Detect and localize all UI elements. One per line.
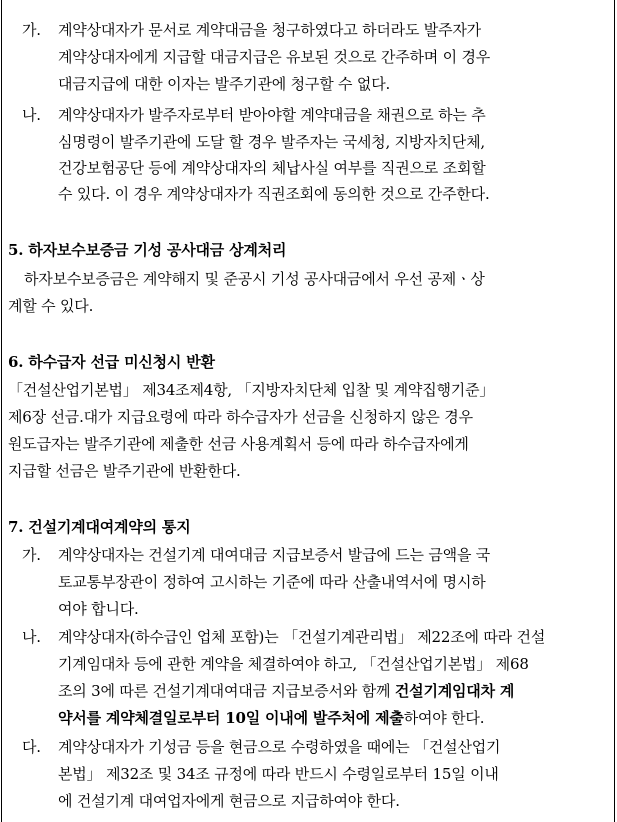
text-line: 토교통부장관이 정하여 고시하는 기준에 따라 산출내역서에 명시하 (58, 573, 486, 591)
text-line: 지급할 선금은 발주기관에 반환한다. (8, 462, 241, 480)
section-heading: 5. 하자보수보증금 기성 공사대금 상계처리 (8, 241, 287, 259)
text-normal: 하여야 한다. (403, 709, 485, 727)
text-line: 제6장 선금.대가 지급요령에 따라 하수급자가 선금을 신청하지 않은 경우 (8, 408, 473, 426)
text-line: 계약상대자는 건설기계 대여대금 지급보증서 발급에 드는 금액을 국 (58, 546, 491, 564)
text-line: 기계임대차 등에 관한 계약을 체결하여야 하고, 「건설산업기본법」 제68 (58, 655, 529, 673)
text-line: 계약상대자에게 지급할 대금지급은 유보된 것으로 간주하며 이 경우 (58, 48, 491, 66)
text-line: 심명령이 발주기관에 도달 할 경우 발주자는 국세청, 지방자치단체, (58, 133, 485, 151)
section-heading: 6. 하수급자 선급 미신청시 반환 (8, 353, 215, 371)
text-line: 대금지급에 대한 이자는 발주기관에 청구할 수 없다. (58, 75, 391, 93)
text-line: 수 있다. 이 경우 계약상대자가 직권조회에 동의한 것으로 간주한다. (58, 185, 490, 203)
section-heading: 7. 건설기계대여계약의 통지 (8, 518, 191, 536)
text-line: 계할 수 있다. (8, 297, 94, 315)
text-line: 본법」 제32조 및 34조 규정에 따라 반드시 수령일로부터 15일 이내 (58, 765, 499, 783)
text-line: 계약상대자가 기성금 등을 현금으로 수령하였을 때에는 「건설산업기 (58, 738, 501, 756)
text-line: 계약상대자(하수급인 업체 포함)는 「건설기계관리법」 제22조에 따라 건설 (58, 628, 546, 646)
item-marker: 나. (22, 628, 41, 646)
text-line: 계약상대자가 문서로 계약대금을 청구하였다고 하더라도 발주자가 (58, 21, 481, 39)
item-marker: 가. (22, 546, 41, 564)
text-line: 원도급자는 발주기관에 제출한 선금 사용계획서 등에 따라 하수급자에게 (8, 435, 469, 453)
text-line: 하자보수보증금은 계약해지 및 준공시 기성 공사대금에서 우선 공제ㆍ상 (24, 270, 485, 288)
text-line (58, 708, 484, 728)
text-line: 에 건설기계 대여업자에게 현금으로 지급하여야 한다. (58, 792, 400, 810)
text-emphasis: 약서를 계약체결일로부터 10일 이내에 발주처에 제출 (58, 709, 404, 727)
text-line: 계약상대자가 발주자로부터 받아야할 계약대금을 채권으로 하는 추 (58, 106, 486, 124)
text-line: 여야 합니다. (58, 600, 139, 618)
text-emphasis: 건설기계임대차 계 (394, 682, 515, 700)
item-marker: 나. (22, 106, 41, 124)
text-line (58, 681, 514, 701)
item-marker: 가. (22, 21, 41, 39)
item-marker: 다. (22, 738, 41, 756)
text-line: 건강보험공단 등에 계약상대자의 체납사실 여부를 직권으로 조회할 (58, 159, 486, 177)
text-line: 「건설산업기본법」 제34조제4항, 「지방자치단체 입찰 및 계약집행기준」 (8, 381, 495, 399)
text-normal: 조의 3에 따른 건설기계대여대금 지급보증서와 함께 (58, 682, 395, 700)
